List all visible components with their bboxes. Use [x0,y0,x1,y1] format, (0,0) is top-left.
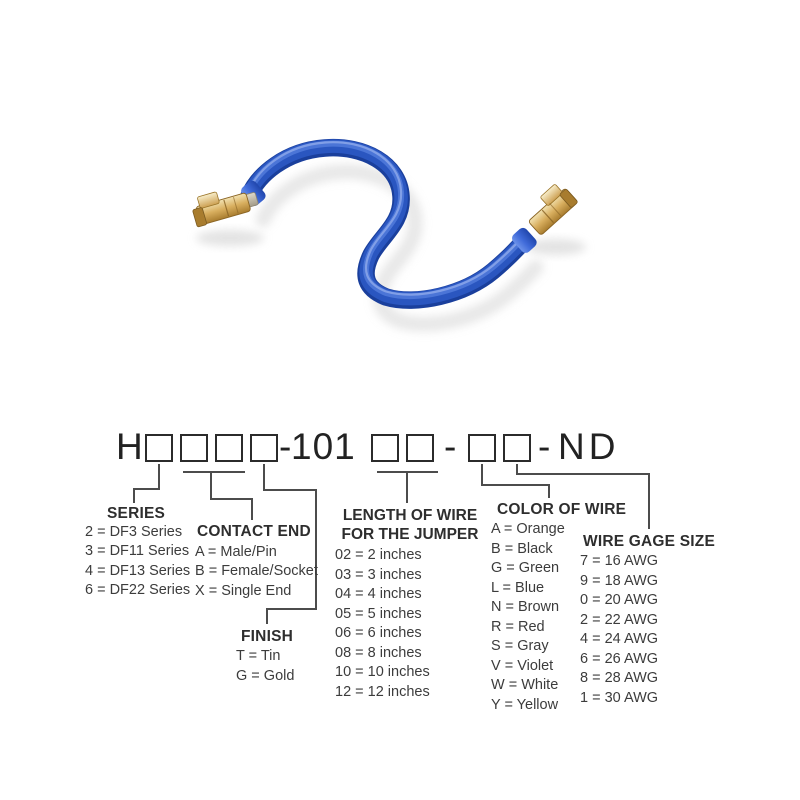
wire-gage-heading: WIRE GAGE SIZE [583,533,715,550]
pn-box-length-1 [371,434,399,462]
contact-end-item: X = Single End [195,582,292,599]
pn-box-finish [250,434,278,462]
leader-series [134,464,159,503]
wire-color-item: Y = Yellow [491,696,559,713]
length-item: 03 = 3 inches [335,566,422,583]
wire-gage-item: 9 = 18 AWG [580,572,659,589]
length-item: 04 = 4 inches [335,586,422,602]
finish-heading: FINISH [241,628,294,645]
pn-box-length-2 [406,434,434,462]
pn-prefix: H [116,426,143,467]
length-item: 02 = 2 inches [335,547,422,563]
pn-dash-1: - [279,426,292,467]
contact-end-heading: CONTACT END [197,523,311,540]
wire-gage-list [580,552,658,708]
wire-color-item: G = Green [491,560,560,576]
wire-gage-item: 7 = 16 AWG [580,553,659,569]
wire-color-item: W = White [491,677,559,693]
wire-gage-item: 2 = 22 AWG [580,611,659,628]
length-heading-line2: FOR THE JUMPER [341,526,479,543]
wire-color-list [491,520,565,715]
product-photo [0,0,800,380]
series-item: 4 = DF13 Series [85,562,191,579]
length-item: 08 = 8 inches [335,644,422,661]
length-list [335,546,430,702]
length-item: 10 = 10 inches [335,664,430,680]
wire-gage-item: 8 = 28 AWG [580,670,659,686]
length-item: 06 = 6 inches [335,625,422,641]
wire-color-heading: COLOR OF WIRE [497,501,627,518]
wire-color-item: L = Blue [491,579,545,596]
wire-color-item: N = Brown [491,599,560,615]
wire-color-item: R = Red [491,618,545,635]
series-heading: SERIES [107,505,166,522]
finish-item: T = Tin [236,648,281,664]
pn-suffix: ND [558,426,620,467]
wire-gage-item: 4 = 24 AWG [580,631,659,647]
series-item: 6 = DF22 Series [85,582,191,599]
series-item: 2 = DF3 Series [85,524,183,540]
length-item: 05 = 5 inches [335,605,422,622]
series-item: 3 = DF11 Series [85,543,190,560]
pn-box-series [145,434,173,462]
pn-dash-3: - [538,426,551,467]
pn-box-contact-1 [180,434,208,462]
wire-color-item: S = Gray [491,638,549,654]
leader-color [482,464,549,498]
wire-color-item: V = Violet [491,657,554,674]
length-heading-line1: LENGTH OF WIRE [342,507,478,524]
wire-gage-item: 6 = 26 AWG [580,650,659,667]
contact-end-list [195,543,318,601]
wire-color-item: B = Black [491,540,553,557]
series-list [85,523,190,601]
wire-gage-item: 1 = 30 AWG [580,689,659,706]
length-heading [334,506,486,544]
finish-list [236,647,294,687]
finish-item: G = Gold [236,667,295,684]
contact-end-item: A = Male/Pin [195,544,277,560]
leader-contact [211,472,252,520]
pn-box-contact-2 [215,434,243,462]
contact-end-item: B = Female/Socket [195,563,318,580]
wire-color-item: A = Orange [491,521,565,537]
pn-infix: 101 [291,426,356,467]
wire-gage-item: 0 = 20 AWG [580,592,659,608]
pn-box-color [468,434,496,462]
pn-box-gage [503,434,531,462]
pn-dash-2: - [444,426,457,467]
length-item: 12 = 12 inches [335,683,430,700]
